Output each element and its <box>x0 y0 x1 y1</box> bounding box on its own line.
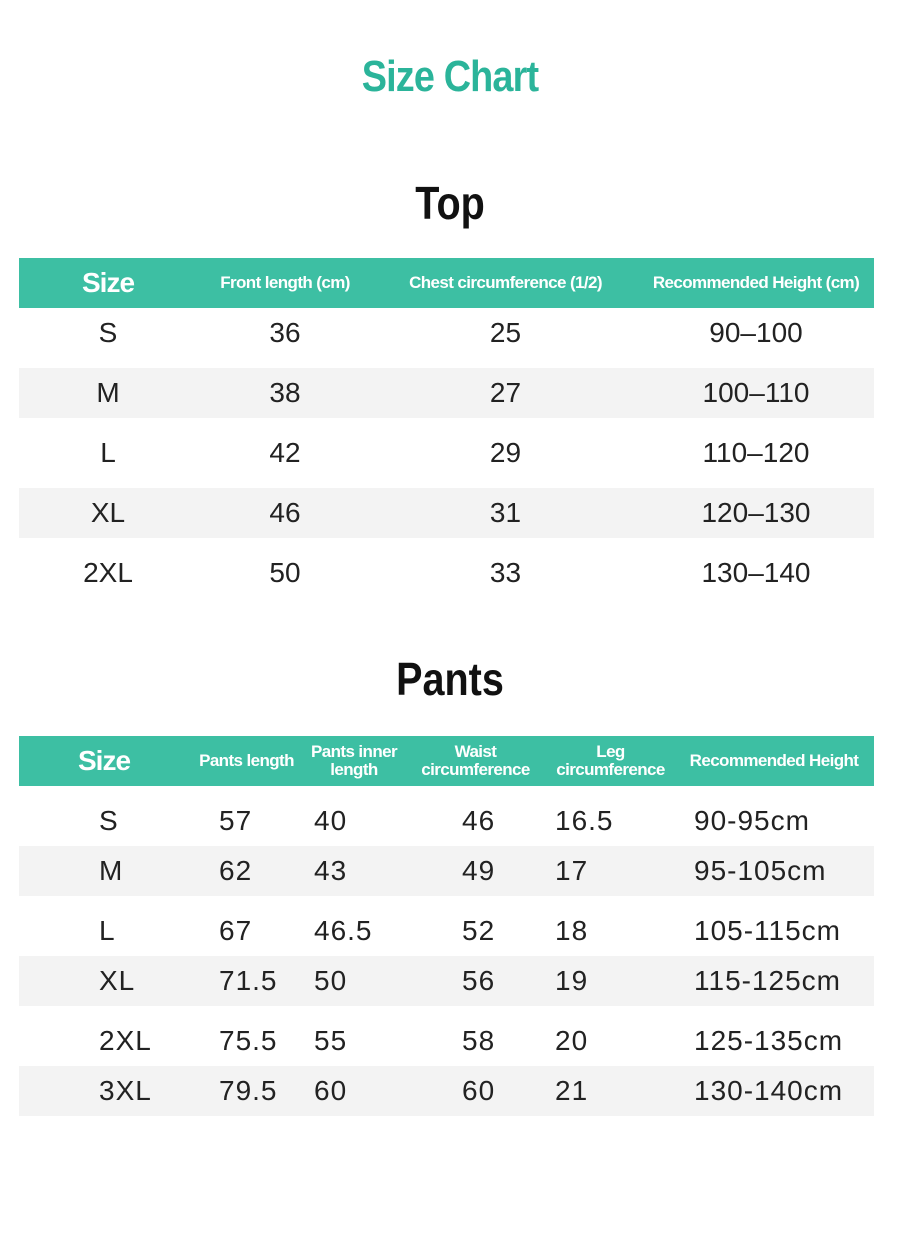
cell-height: 110–120 <box>702 437 810 468</box>
cell-height: 105-115cm <box>694 915 842 946</box>
table-row <box>19 548 874 598</box>
table-row <box>19 368 874 418</box>
table-row <box>19 906 874 956</box>
cell-leg: 17 <box>547 846 674 896</box>
cell-size: S <box>98 317 118 348</box>
header-size: Size <box>19 736 189 786</box>
table-row <box>19 796 874 846</box>
cell-pants-length: 75.5 <box>219 1025 278 1056</box>
cell-chest: 27 <box>373 368 638 418</box>
cell-chest: 31 <box>373 488 638 538</box>
table-row <box>19 956 874 1006</box>
cell-size: XL <box>19 488 197 538</box>
cell-size: L <box>99 915 116 946</box>
cell-size: 2XL <box>83 557 133 588</box>
cell-height: 90–100 <box>709 317 803 348</box>
cell-inner-length: 46.5 <box>314 915 373 946</box>
cell-chest: 25 <box>489 317 522 348</box>
page-title: Size Chart <box>361 52 539 101</box>
pants-section-title: Pants <box>396 653 504 705</box>
cell-size: 3XL <box>19 1066 189 1116</box>
table-row <box>19 488 874 538</box>
pants-size-table <box>19 736 874 1116</box>
cell-chest: 29 <box>489 437 522 468</box>
header-recommended-height: Recommended Height <box>674 736 874 786</box>
cell-height: 130–140 <box>701 557 811 588</box>
cell-pants-length: 71.5 <box>189 956 304 1006</box>
header-size: Size <box>19 258 197 308</box>
cell-front-length: 46 <box>197 488 373 538</box>
cell-leg: 21 <box>547 1066 674 1116</box>
cell-pants-length: 67 <box>219 915 253 946</box>
cell-leg: 18 <box>555 915 589 946</box>
header-pants-inner-length: Pants inner length <box>304 736 404 786</box>
cell-waist: 49 <box>404 846 547 896</box>
header-chest-circumference: Chest circumference (1/2) <box>373 258 638 308</box>
top-size-table <box>19 258 874 598</box>
cell-inner-length: 60 <box>304 1066 404 1116</box>
cell-leg: 20 <box>555 1025 589 1056</box>
cell-height: 95-105cm <box>674 846 874 896</box>
cell-height: 115-125cm <box>674 956 874 1006</box>
cell-size: L <box>100 437 116 468</box>
cell-waist: 52 <box>462 915 496 946</box>
cell-pants-length: 57 <box>219 805 253 836</box>
table-row <box>19 308 874 358</box>
cell-height: 125-135cm <box>694 1025 844 1056</box>
cell-height: 130-140cm <box>674 1066 874 1116</box>
cell-size: 2XL <box>99 1025 152 1056</box>
cell-chest: 33 <box>489 557 522 588</box>
cell-front-length: 50 <box>269 557 301 588</box>
table-row <box>19 428 874 478</box>
header-leg-circumference: Leg circumference <box>547 736 674 786</box>
cell-waist: 46 <box>462 805 496 836</box>
cell-size: M <box>19 846 189 896</box>
table-header-row <box>19 258 874 308</box>
cell-front-length: 42 <box>269 437 301 468</box>
cell-inner-length: 55 <box>314 1025 348 1056</box>
header-front-length: Front length (cm) <box>197 258 373 308</box>
table-row <box>19 1066 874 1116</box>
cell-size: M <box>19 368 197 418</box>
cell-size: XL <box>19 956 189 1006</box>
cell-waist: 56 <box>404 956 547 1006</box>
table-header-row <box>19 736 874 786</box>
cell-waist: 58 <box>462 1025 496 1056</box>
table-row <box>19 846 874 896</box>
cell-front-length: 38 <box>197 368 373 418</box>
table-row <box>19 1016 874 1066</box>
cell-height: 90-95cm <box>694 805 810 836</box>
cell-height: 100–110 <box>638 368 874 418</box>
cell-inner-length: 40 <box>314 805 348 836</box>
cell-size: S <box>99 805 119 836</box>
cell-leg: 19 <box>547 956 674 1006</box>
cell-front-length: 36 <box>269 317 301 348</box>
header-waist-circumference: Waist circumference <box>404 736 547 786</box>
cell-waist: 60 <box>404 1066 547 1116</box>
cell-inner-length: 50 <box>304 956 404 1006</box>
top-section-title: Top <box>415 177 485 229</box>
cell-pants-length: 79.5 <box>189 1066 304 1116</box>
cell-inner-length: 43 <box>304 846 404 896</box>
cell-pants-length: 62 <box>189 846 304 896</box>
header-recommended-height: Recommended Height (cm) <box>638 258 874 308</box>
header-pants-length: Pants length <box>189 736 304 786</box>
cell-height: 120–130 <box>638 488 874 538</box>
cell-leg: 16.5 <box>555 805 614 836</box>
